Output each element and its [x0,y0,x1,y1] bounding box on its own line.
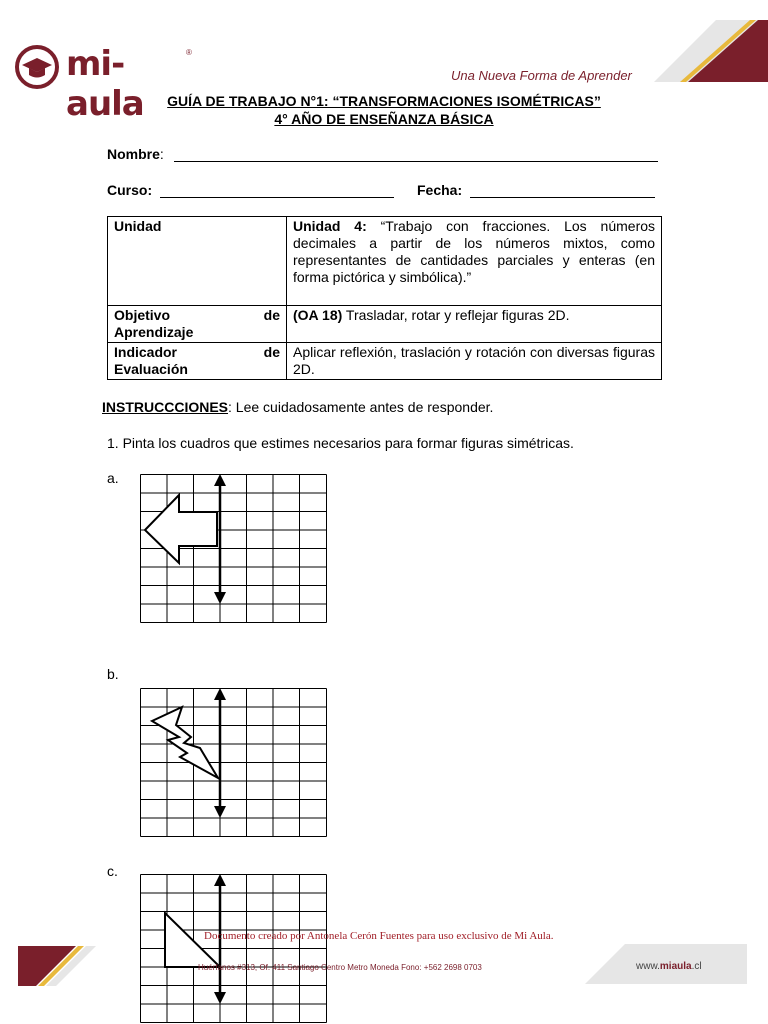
graduation-cap-icon [14,44,60,90]
date-label: Fecha: [417,182,463,198]
objective-cell: (OA 18) Trasladar, rotar y reflejar figuras 2D. [287,306,662,343]
unit-cell: Unidad 4: “Trabajo con fracciones. Los números decimales a partir de los números mixtos, como representantes de cantidades parciales y enteras (en forma pictórica y simbólica).” [287,217,662,306]
logo-text: mi-aula [66,44,144,124]
arrow-shape-figure [145,495,217,563]
arrow-up-icon [214,688,226,700]
lightning-figure [152,707,218,778]
course-label: Curso: [107,182,153,198]
arrow-down-icon [214,592,226,604]
indicator-header: Indicador de Evaluación [108,343,287,380]
header-corner-decoration [640,20,768,82]
table-row [108,343,662,380]
page-title: GUÍA DE TRABAJO N°1: “TRANSFORMACIONES ISOMÉTRICAS” [167,93,601,109]
arrow-up-icon [214,874,226,886]
footer-left-decoration [18,946,96,986]
exercise-a-grid[interactable] [140,474,328,624]
date-field[interactable] [470,183,655,198]
question-1: 1. Pinta los cuadros que estimes necesarios para formar figuras simétricas. [107,435,574,451]
exercise-a-label: a. [107,470,119,486]
table-row [108,306,662,343]
unit-header: Unidad [108,217,287,306]
name-field[interactable] [174,147,658,162]
grid-lines [141,689,327,837]
indicator-cell: Aplicar reflexión, traslación y rotación con diversas figuras 2D. [287,343,662,380]
instructions: INSTRUCCCIONES: Lee cuidadosamente antes de responder. [102,399,494,415]
tagline: Una Nueva Forma de Aprender [451,68,632,83]
name-label: Nombre: [107,146,164,162]
arrow-down-icon [214,992,226,1004]
footer-note: Documento creado por Antonela Cerón Fuentes para uso exclusivo de Mi Aula. [204,930,554,942]
exercise-c-label: c. [107,863,118,879]
page-subtitle: 4° AÑO DE ENSEÑANZA BÁSICA [274,111,494,127]
exercise-b-label: b. [107,666,119,682]
table-row [108,217,662,306]
footer-address: Huérfanos #313, Of. 411 Santiago Centro Metro Moneda Fono: +562 2698 0703 [198,963,482,972]
arrow-up-icon [214,474,226,486]
logo [14,42,194,124]
footer-url[interactable]: www.miaula.cl [636,961,702,972]
info-table [107,216,662,380]
registered-mark: ® [186,48,192,57]
course-field[interactable] [160,183,394,198]
exercise-c-grid[interactable] [140,874,328,1024]
exercise-b-grid[interactable] [140,688,328,838]
objective-header: Objetivo de Aprendizaje [108,306,287,343]
arrow-down-icon [214,806,226,818]
